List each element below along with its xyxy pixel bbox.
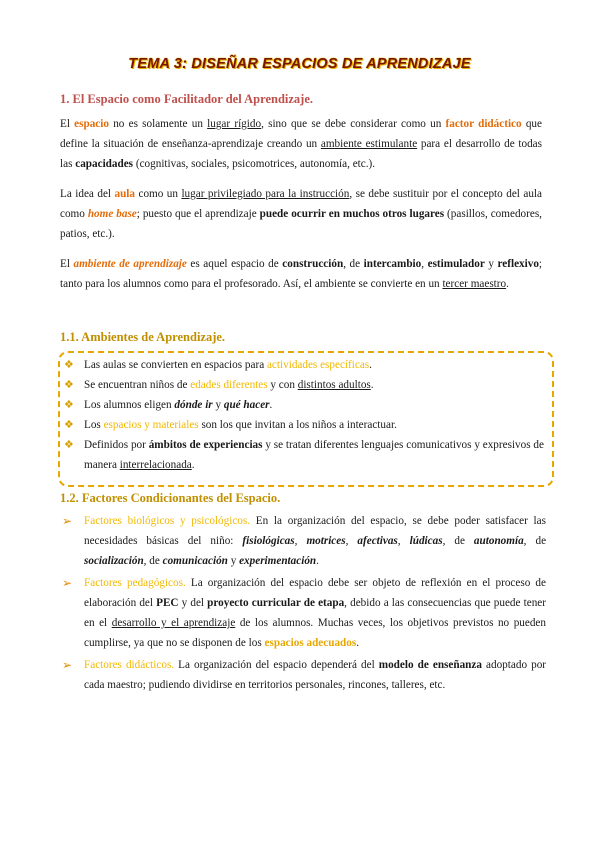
section-1-1-heading: 1.1. Ambientes de Aprendizaje.: [60, 330, 226, 344]
diamond-bullet-icon: ❖: [64, 419, 74, 431]
list-item: ➢ Factores pedagógicos. La organización del espacio debe ser objeto de reflexión en el proceso de elaboración del PEC y del proyecto curricular de etapa, debido a las consecuencias que puede tener en el desarrollo y el aprendizaje de los alumnos. Muchas veces, los objetivos previstos no pueden cumplirse, ya que no se disponen de los espacios adecuados.: [62, 573, 546, 653]
section-1-2-heading: 1.2. Factores Condicionantes del Espacio.: [60, 491, 281, 505]
section-1-heading: 1. El Espacio como Facilitador del Aprendizaje.: [60, 92, 314, 106]
list-item: ❖ Las aulas se convierten en espacios para actividades específicas.: [62, 355, 544, 375]
arrow-bullet-icon: ➢: [62, 514, 73, 528]
list-item: ❖ Definidos por ámbitos de experiencias y se tratan diferentes lenguajes comunicativos y expresivos de manera interrelacionada.: [62, 435, 544, 475]
diamond-bullet-icon: ❖: [64, 399, 74, 411]
arrow-bullet-icon: ➢: [62, 576, 73, 590]
list-item: ➢ Factores biológicos y psicológicos. En la organización del espacio, se debe poder satisfacer las necesidades básicas del niño: fisiológicas, motrices, afectivas, lúdicas, de autonomía, de socialización, de comunicación y experimentación.: [62, 511, 546, 571]
paragraph-ambiente: El ambiente de aprendizaje es aquel espacio de construcción, de intercambio, estimulador y reflexivo; tanto para los alumnos como para el profesorado. Así, el ambiente se convierte en un tercer maestro.: [60, 258, 543, 290]
document-title: TEMA 3: DISEÑAR ESPACIOS DE APRENDIZAJE: [128, 56, 471, 72]
factores-list: [62, 511, 546, 697]
paragraph-aula: La idea del aula como un lugar privilegiado para la instrucción, se debe sustituir por el concepto del aula como home base; puesto que el aprendizaje puede ocurrir en muchos otros lugares (pasillos, comedores, patios, etc.).: [60, 188, 542, 240]
paragraph-espacio: El espacio no es solamente un lugar rígido, sino que se debe considerar como un factor didáctico que define la situación de enseñanza-aprendizaje creando un ambiente estimulante para el desarrollo de todas las capacidades (cognitivas, sociales, psicomotrices, autonomía, etc.).: [60, 118, 542, 170]
arrow-bullet-icon: ➢: [62, 658, 73, 672]
list-item: ➢ Factores didácticos. La organización del espacio dependerá del modelo de enseñanza adoptado por cada maestro; pudiendo dividirse en territorios personales, rincones, talleres, etc.: [62, 655, 546, 695]
list-item: ❖ Se encuentran niños de edades diferentes y con distintos adultos.: [62, 375, 544, 395]
diamond-bullet-icon: ❖: [64, 439, 74, 451]
diamond-bullet-icon: ❖: [64, 359, 74, 371]
list-item: ❖ Los espacios y materiales son los que invitan a los niños a interactuar.: [62, 415, 544, 435]
list-item: ❖ Los alumnos eligen dónde ir y qué hacer.: [62, 395, 544, 415]
diamond-bullet-icon: ❖: [64, 379, 74, 391]
ambientes-list: [62, 355, 544, 475]
